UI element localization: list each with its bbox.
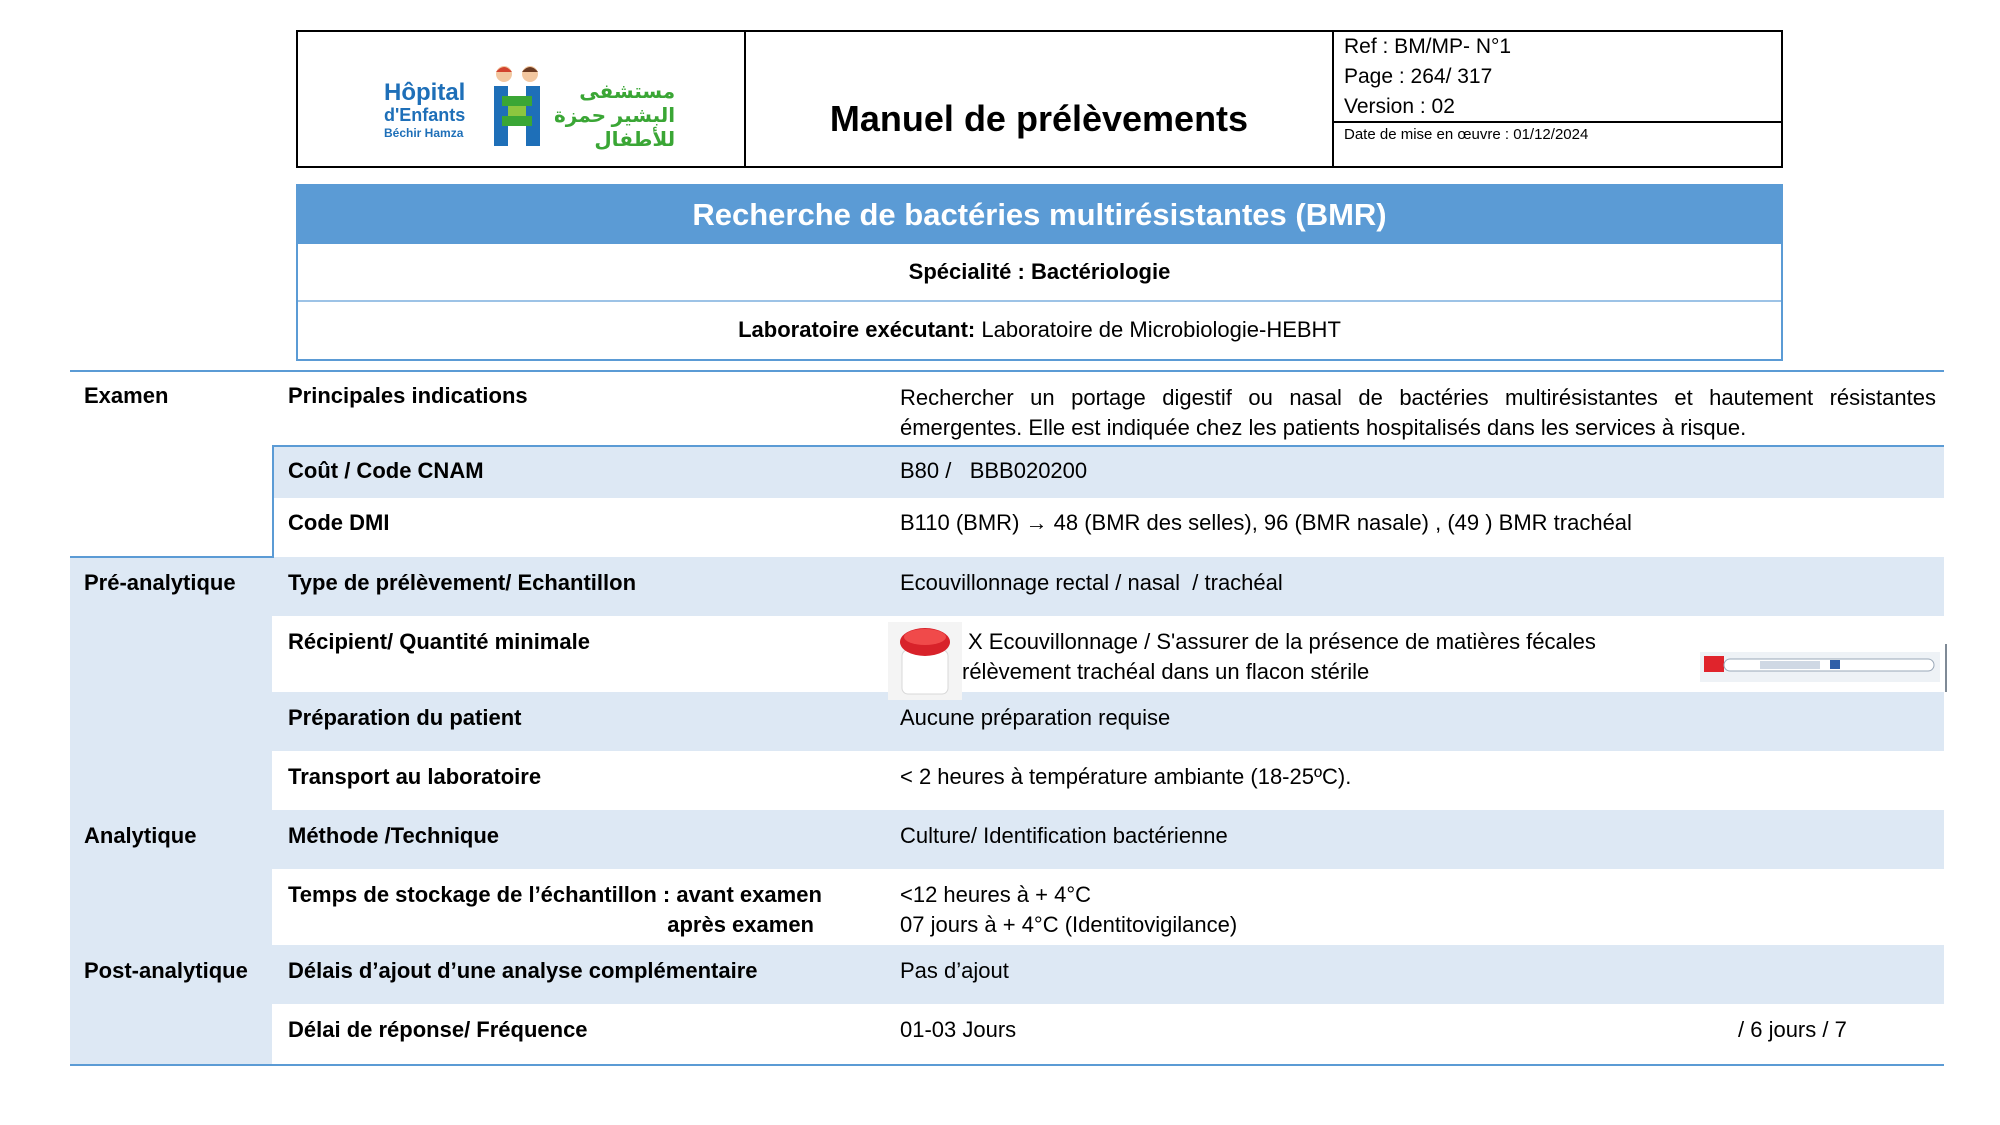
reference-cell — [1334, 32, 1781, 166]
row-band-cout — [272, 446, 1944, 498]
category-divider — [70, 556, 274, 558]
document-header — [296, 30, 1783, 168]
executing-lab — [298, 302, 1781, 358]
ref-number: Ref : BM/MP- N°1 — [1344, 35, 1512, 58]
label-preparation: Préparation du patient — [288, 705, 522, 730]
executing-lab-value: Laboratoire de Microbiologie-HEBHT — [975, 317, 1341, 342]
effective-date: Date de mise en œuvre : 01/12/2024 — [1344, 126, 1589, 143]
label-reponse: Délai de réponse/ Fréquence — [288, 1017, 588, 1042]
category-post-analytique: Post-analytique — [84, 958, 248, 983]
label-stockage-avant: Temps de stockage de l’échantillon : avant examen — [288, 882, 822, 907]
logo-cell — [298, 32, 746, 166]
value-preparation: Aucune préparation requise — [900, 705, 1171, 730]
specialty — [298, 244, 1781, 302]
label-type: Type de prélèvement/ Echantillon — [288, 570, 637, 595]
specialty-text: Spécialité : Bactériologie — [908, 259, 1171, 284]
logo-ar-line-1: مستشفى — [579, 81, 676, 103]
title-cell — [746, 32, 1334, 166]
document-title: Manuel de prélèvements — [829, 98, 1249, 139]
logo-ar-line-3: للأطفال — [594, 129, 676, 151]
executing-lab-label: Laboratoire exécutant: — [738, 317, 976, 342]
label-dmi: Code DMI — [288, 510, 390, 535]
label-stockage-apres: après examen — [667, 912, 814, 937]
sterile-container-image — [888, 622, 962, 700]
value-type: Ecouvillonnage rectal / nasal / trachéal — [900, 570, 1283, 595]
logo-line-1: Hôpital — [384, 79, 466, 106]
value-methode: Culture/ Identification bactérienne — [900, 823, 1228, 848]
version: Version : 02 — [1344, 95, 1455, 118]
label-transport: Transport au laboratoire — [288, 764, 542, 789]
category-examen: Examen — [84, 383, 169, 408]
hospital-logo-fr — [384, 79, 466, 140]
label-delais: Délais d’ajout d’une analyse complémentaire — [288, 958, 758, 983]
table-bottom-border — [70, 1064, 1944, 1066]
hospital-logo-ar — [554, 80, 675, 152]
analysis-title: Recherche de bactéries multirésistantes (BMR) — [298, 186, 1781, 244]
label-cout: Coût / Code CNAM — [288, 458, 484, 483]
label-indications: Principales indications — [288, 383, 528, 408]
value-reponse: 01-03 Jours — [900, 1017, 1017, 1042]
logo-line-3: Béchir Hamza — [384, 126, 464, 140]
value-dmi: B110 (BMR) → 48 (BMR des selles), 96 (BMR nasale) , (49 ) BMR trachéal — [900, 510, 1632, 535]
value-recipient-line1: X Ecouvillonnage / S'assurer de la présence de matières fécales — [968, 629, 1596, 654]
value-recipient-line2: rélèvement trachéal dans un flacon stérile — [962, 659, 1370, 684]
category-column-band — [70, 557, 272, 1065]
logo-ar-line-2: البشير حمزة — [554, 105, 676, 127]
column-divider — [272, 445, 274, 557]
category-analytique: Analytique — [84, 823, 197, 848]
value-delais: Pas d’ajout — [900, 958, 1009, 983]
value-transport: < 2 heures à température ambiante (18-25ºC). — [900, 764, 1352, 789]
category-pre-analytique: Pré-analytique — [84, 570, 236, 595]
value-stockage-apres: 07 jours à + 4°C (Identitovigilance) — [900, 912, 1238, 937]
value-stockage-avant: <12 heures à + 4°C — [900, 882, 1092, 907]
logo-line-2: d'Enfants — [384, 105, 466, 125]
swab-tube-image — [1700, 642, 1950, 694]
value-reponse-frequence: / 6 jours / 7 — [1738, 1017, 1847, 1042]
table-top-border — [70, 370, 1944, 372]
label-recipient: Récipient/ Quantité minimale — [288, 629, 590, 654]
value-indications: Rechercher un portage digestif ou nasal de bactéries multirésistantes et hautement résistantes émergentes. Elle est indiquée chez les patients hospitalisés dans les services à risque. — [900, 385, 1936, 440]
hospital-logo-icon — [488, 62, 546, 150]
analysis-title-block — [296, 184, 1783, 361]
row-divider — [272, 445, 1944, 447]
value-cout: B80 / BBB020200 — [900, 458, 1088, 483]
page-number: Page : 264/ 317 — [1344, 65, 1493, 88]
label-methode: Méthode /Technique — [288, 823, 500, 848]
